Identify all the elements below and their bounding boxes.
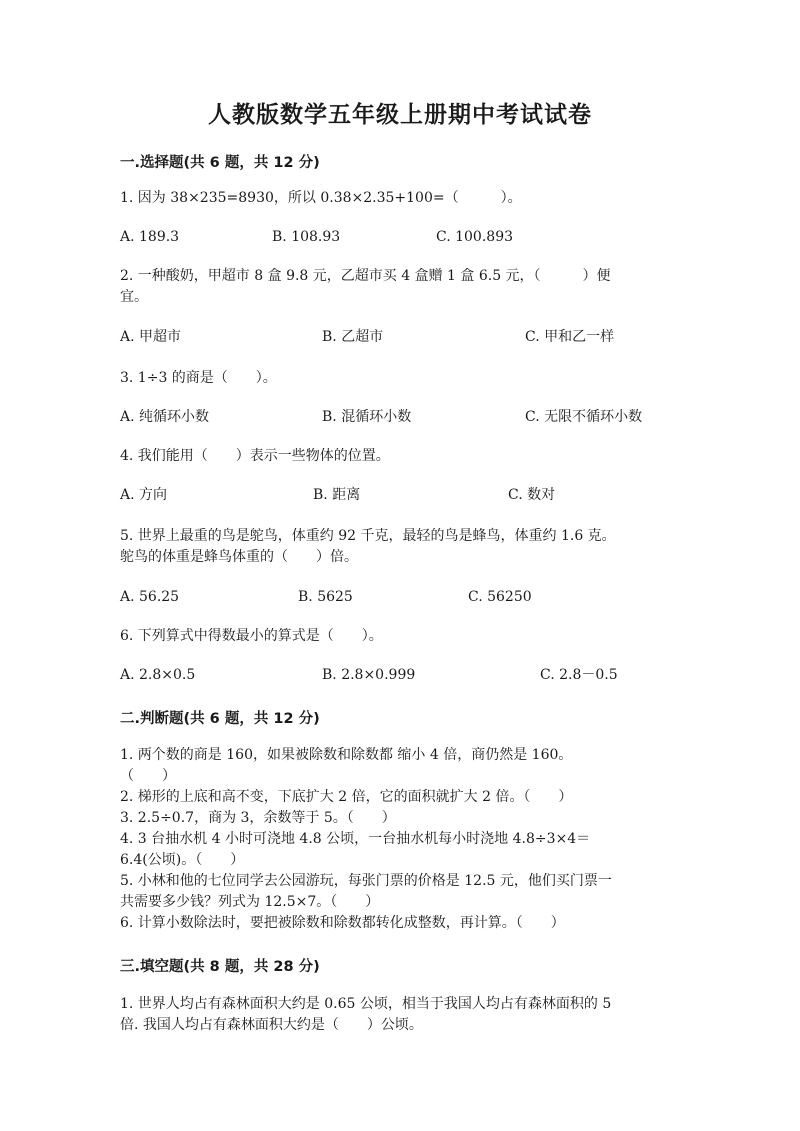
option-c: C. 100.893	[436, 229, 514, 245]
question-stem: 1. 世界人均占有森林面积大约是 0.65 公顷，相当于我国人均占有森林面积的 5	[120, 996, 612, 1012]
option-a: A. 甲超市	[120, 329, 182, 345]
option-a: A. 56.25	[120, 589, 180, 605]
option-c: C. 56250	[468, 589, 532, 605]
question-stem: 1. 因为 38×235=8930，所以 0.38×2.35+100=（ ）。	[120, 190, 522, 206]
judge-line: 2. 梯形的上底和高不变，下底扩大 2 倍，它的面积就扩大 2 倍。（ ）	[120, 789, 573, 805]
judge-line: 6. 计算小数除法时，要把被除数和除数都转化成整数，再计算。（ ）	[120, 915, 565, 931]
question-stem-continued: 倍. 我国人均占有森林面积大约是（ ）公顷。	[120, 1017, 423, 1033]
option-c: C. 甲和乙一样	[525, 329, 615, 345]
question-stem-continued: 宜。	[120, 289, 148, 305]
question-stem-continued: 鸵鸟的体重是蜂鸟体重的（ ）倍。	[120, 549, 358, 565]
judge-line: （ ）	[120, 768, 176, 784]
option-b: B. 乙超市	[322, 329, 384, 345]
option-a: A. 方向	[120, 487, 168, 503]
option-c: C. 2.8－0.5	[540, 667, 618, 683]
question-stem: 4. 我们能用（ ）表示一些物体的位置。	[120, 448, 390, 464]
judge-line: 1. 两个数的商是 160，如果被除数和除数都 缩小 4 倍，商仍然是 160。	[120, 747, 573, 763]
option-b: B. 108.93	[272, 229, 341, 245]
page-title: 人教版数学五年级上册期中考试试卷	[208, 101, 592, 128]
option-a: A. 纯循环小数	[120, 409, 210, 425]
question-stem: 3. 1÷3 的商是（ ）。	[120, 370, 277, 386]
option-b: B. 距离	[313, 487, 361, 503]
judge-line: 共需要多少钱？列式为 12.5×7。（ ）	[120, 894, 380, 910]
option-c: C. 数对	[508, 487, 556, 503]
section-heading-fill: 三.填空题(共 8 题，共 28 分)	[120, 959, 320, 975]
section-heading-judge: 二.判断题(共 6 题，共 12 分)	[120, 711, 320, 727]
judge-line: 5. 小林和他的七位同学去公园游玩，每张门票的价格是 12.5 元，他们买门票一	[120, 873, 612, 889]
question-stem: 5. 世界上最重的鸟是鸵鸟，体重约 92 千克，最轻的鸟是蜂鸟，体重约 1.6 克。	[120, 528, 616, 544]
option-a: A. 2.8×0.5	[120, 667, 196, 683]
question-stem: 2. 一种酸奶，甲超市 8 盒 9.8 元，乙超市买 4 盒赠 1 盒 6.5 元，（ ）便	[120, 268, 611, 284]
question-stem: 6. 下列算式中得数最小的算式是（ ）。	[120, 628, 383, 644]
option-a: A. 189.3	[120, 229, 180, 245]
option-b: B. 混循环小数	[322, 409, 412, 425]
option-b: B. 5625	[298, 589, 353, 605]
judge-line: 3. 2.5÷0.7，商为 3，余数等于 5。（ ）	[120, 810, 396, 826]
option-c: C. 无限不循环小数	[525, 409, 643, 425]
section-heading-choice: 一.选择题(共 6 题，共 12 分)	[120, 155, 320, 171]
judge-line: 4. 3 台抽水机 4 小时可浇地 4.8 公顷，一台抽水机每小时浇地 4.8÷3×4＝	[120, 831, 591, 847]
option-b: B. 2.8×0.999	[322, 667, 416, 683]
judge-line: 6.4(公顷)。（ ）	[120, 852, 245, 868]
